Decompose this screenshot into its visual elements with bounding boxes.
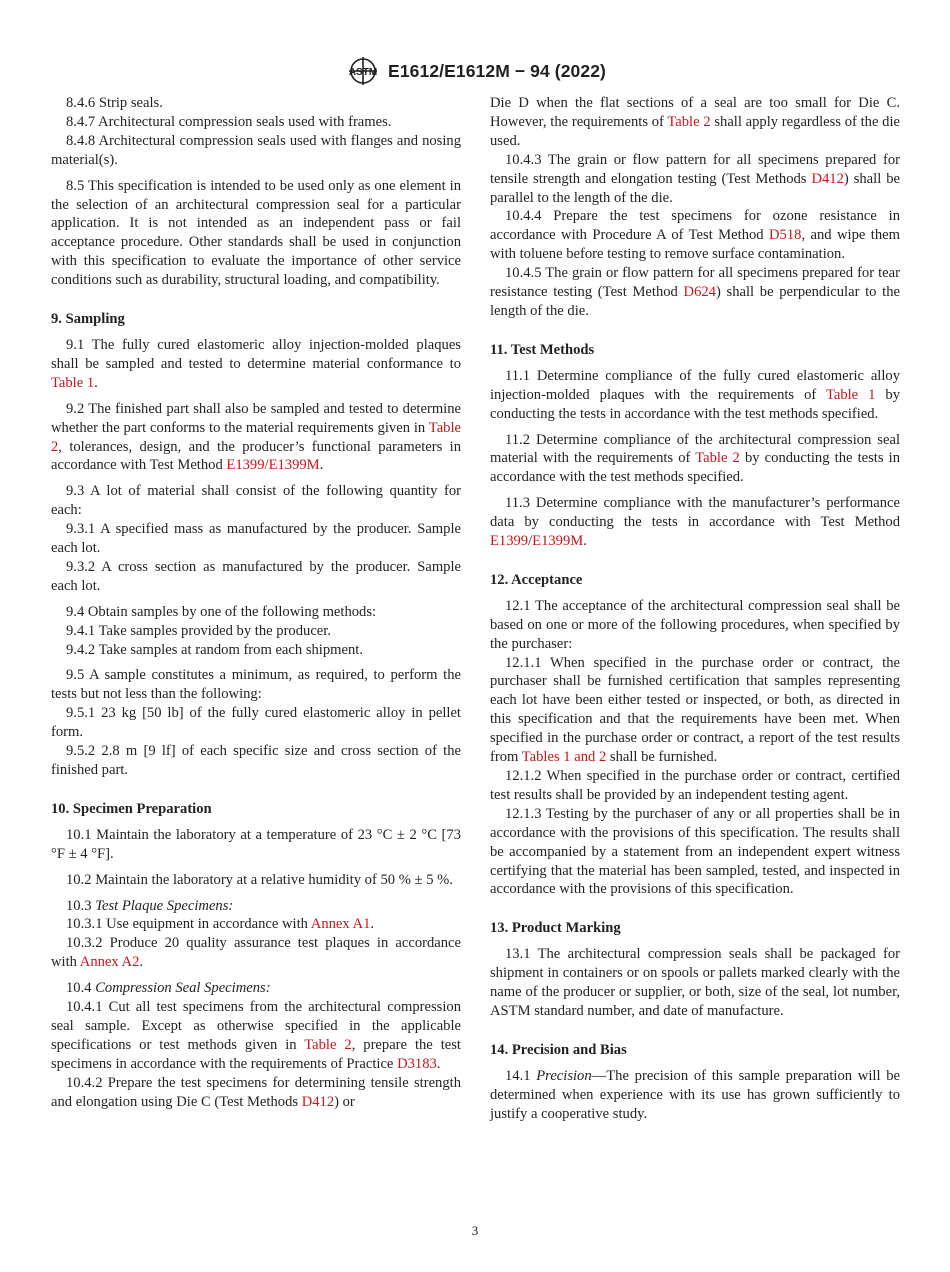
para-11-2: 11.2 Determine compliance of the architectural compression seal material with the requirements of Table 2 by conducting the tests in accordance with the test methods specified.: [490, 431, 900, 486]
para-10-4-1: 10.4.1 Cut all test specimens from the architectural compression seal sample. Except as otherwise specified in the applicable specifications or test methods given in Table 2, prepare the test specimens in accordance with the requirements of Practice D3183.: [51, 999, 461, 1072]
section-heading-sampling: 9. Sampling: [51, 311, 125, 328]
page-header: [0, 55, 950, 87]
para-10-4-3: 10.4.3 The grain or flow pattern for all specimens prepared for tensile strength and elongation testing (Test Methods D412) shall be parallel to the length of the die.: [490, 151, 900, 206]
para-9-4: 9.4 Obtain samples by one of the following methods:: [66, 603, 377, 620]
table-2-link[interactable]: Table 2: [304, 1036, 352, 1053]
para-10-4-2-continued: Die D when the flat sections of a seal are too small for Die C. However, the requirements of Table 2 shall apply regardless of the die used.: [490, 95, 900, 149]
svg-text:ASTM: ASTM: [348, 67, 378, 78]
para-10-4: 10.4 Compression Seal Specimens:: [66, 980, 271, 997]
para-11-1: 11.1 Determine compliance of the fully cured elastomeric alloy injection-molded plaques with the requirements of Table 1 by conducting the tests in accordance with the test methods specified.: [490, 367, 900, 422]
d3183-link[interactable]: D3183: [397, 1055, 437, 1072]
para-8-4-7: 8.4.7 Architectural compression seals used with frames.: [66, 113, 392, 130]
para-12-1-1: 12.1.1 When specified in the purchase order or contract, the purchaser shall be furnished certification that samples representing each lot have been either tested or inspected, or both, as directed in this specification and that the requirements have been met. When specified in the purchase order or contract, a report of the test results from Tables 1 and 2 shall be furnished.: [490, 654, 900, 766]
table-2-link[interactable]: Table 2: [667, 113, 711, 130]
section-heading-product-marking: 13. Product Marking: [490, 920, 621, 937]
para-13-1: 13.1 The architectural compression seals shall be packaged for shipment in containers or on spools or pallets marked clearly with the name of the producer or supplier, or both, size of the seal, lot number, ASTM standard number, and date of manufacture.: [490, 946, 900, 1019]
para-10-3-2: 10.3.2 Produce 20 quality assurance test plaques in accordance with Annex A2.: [51, 935, 461, 971]
para-9-5-2: 9.5.2 2.8 m [9 lf] of each specific size and cross section of the finished part.: [51, 743, 461, 778]
e1399-link[interactable]: E1399/E1399M: [226, 457, 320, 474]
table-1-link[interactable]: Table 1: [51, 374, 95, 391]
section-heading-test-methods: 11. Test Methods: [490, 341, 595, 358]
page-number: 3: [471, 1223, 479, 1238]
section-heading-precision-and-bias: 14. Precision and Bias: [490, 1041, 627, 1058]
right-column: [490, 94, 900, 1124]
para-12-1: 12.1 The acceptance of the architectural compression seal shall be based on one or more of the following procedures, when specified by the purchaser:: [490, 597, 900, 652]
table-2-link[interactable]: Table 2: [695, 450, 740, 467]
para-12-1-3: 12.1.3 Testing by the purchaser of any or all properties shall be in accordance with the provisions of this specification. The results shall be accompanied by a statement from an independent expert witness certifying that the material has been sampled, tested, and inspected in accordance with the provisions of this specification.: [490, 805, 900, 898]
para-10-4-5: 10.4.5 The grain or flow pattern for all specimens prepared for tear resistance testing (Test Method D624) shall be perpendicular to the length of the die.: [490, 265, 900, 319]
para-12-1-2: 12.1.2 When specified in the purchase order or contract, certified test results shall be provided by an independent testing agent.: [490, 768, 900, 803]
d624-link[interactable]: D624: [683, 284, 716, 301]
para-9-4-2: 9.4.2 Take samples at random from each shipment.: [66, 641, 363, 658]
para-10-3-1: 10.3.1 Use equipment in accordance with Annex A1.: [66, 916, 375, 933]
para-9-4-1: 9.4.1 Take samples provided by the producer.: [66, 622, 331, 639]
d518-link[interactable]: D518: [769, 227, 802, 244]
d412-link[interactable]: D412: [301, 1093, 335, 1110]
para-9-5-1: 9.5.1 23 kg [50 lb] of the fully cured elastomeric alloy in pellet form.: [51, 705, 461, 741]
para-14-1: 14.1 Precision—The precision of this sample preparation will be determined when experience with its use has grown sufficiently to justify a cooperative study.: [490, 1067, 900, 1122]
para-11-3: 11.3 Determine compliance with the manufacturer’s performance data by conducting the tests in accordance with Test Method E1399/E1399M.: [490, 495, 900, 550]
para-9-2: 9.2 The finished part shall also be sampled and tested to determine whether the part conforms to the material requirements given in Table 2, tolerances, design, and the producer’s functional parameters in accordance with Test Method E1399/E1399M.: [51, 400, 461, 474]
astm-logo-icon: [344, 55, 382, 87]
e1399-link[interactable]: E1399: [490, 533, 529, 550]
d412-link[interactable]: D412: [811, 170, 844, 187]
para-9-5: 9.5 A sample constitutes a minimum, as required, to perform the tests but not less than the following:: [51, 667, 461, 703]
annex-a2-link[interactable]: Annex A2: [79, 954, 140, 971]
para-9-3-2: 9.3.2 A cross section as manufactured by the producer. Sample each lot.: [51, 558, 461, 594]
para-9-3: 9.3 A lot of material shall consist of the following quantity for each:: [51, 483, 461, 519]
para-8-5: 8.5 This specification is intended to be used only as one element in the selection of an architectural compression seal for a particular application. It is not intended as an independent pass or fail acceptance procedure. Other standards shall be used in conjunction with this specification to evaluate the importance of other service conditions such as durability, structural loading, and compatibility.: [51, 177, 461, 289]
para-10-4-4: 10.4.4 Prepare the test specimens for ozone resistance in accordance with Procedure A of Test Method D518, and wipe them with toluene before testing to remove surface contamination.: [490, 208, 900, 263]
left-column: [51, 94, 461, 1112]
para-8-4-8: 8.4.8 Architectural compression seals used with flanges and nosing material(s).: [51, 132, 461, 168]
para-10-4-2: 10.4.2 Prepare the test specimens for determining tensile strength and elongation using Die C (Test Methods D412) or: [51, 1074, 461, 1110]
table-2-link[interactable]: Table 2: [51, 419, 461, 455]
annex-a1-link[interactable]: Annex A1: [310, 916, 371, 933]
para-10-1: 10.1 Maintain the laboratory at a temperature of 23 °C ± 2 °C [73 °F ± 4 °F].: [51, 826, 461, 862]
e1399m-link[interactable]: E1399M: [532, 533, 584, 550]
section-heading-acceptance: 12. Acceptance: [490, 571, 583, 588]
para-9-3-1: 9.3.1 A specified mass as manufactured by the producer. Sample each lot.: [51, 521, 461, 557]
document-designation: E1612/E1612M − 94 (2022): [388, 60, 606, 81]
para-10-2: 10.2 Maintain the laboratory at a relative humidity of 50 % ± 5 %.: [66, 871, 453, 888]
para-9-1: 9.1 The fully cured elastomeric alloy injection-molded plaques shall be sampled and tested to determine material conformance to Table 1.: [51, 336, 461, 391]
para-8-4-6: 8.4.6 Strip seals.: [66, 95, 163, 111]
section-heading-specimen-preparation: 10. Specimen Preparation: [51, 800, 212, 817]
para-10-3: 10.3 Test Plaque Specimens:: [66, 897, 234, 914]
tables-1-and-2-link[interactable]: Tables 1 and 2: [521, 749, 607, 766]
table-1-link[interactable]: Table 1: [825, 386, 876, 403]
